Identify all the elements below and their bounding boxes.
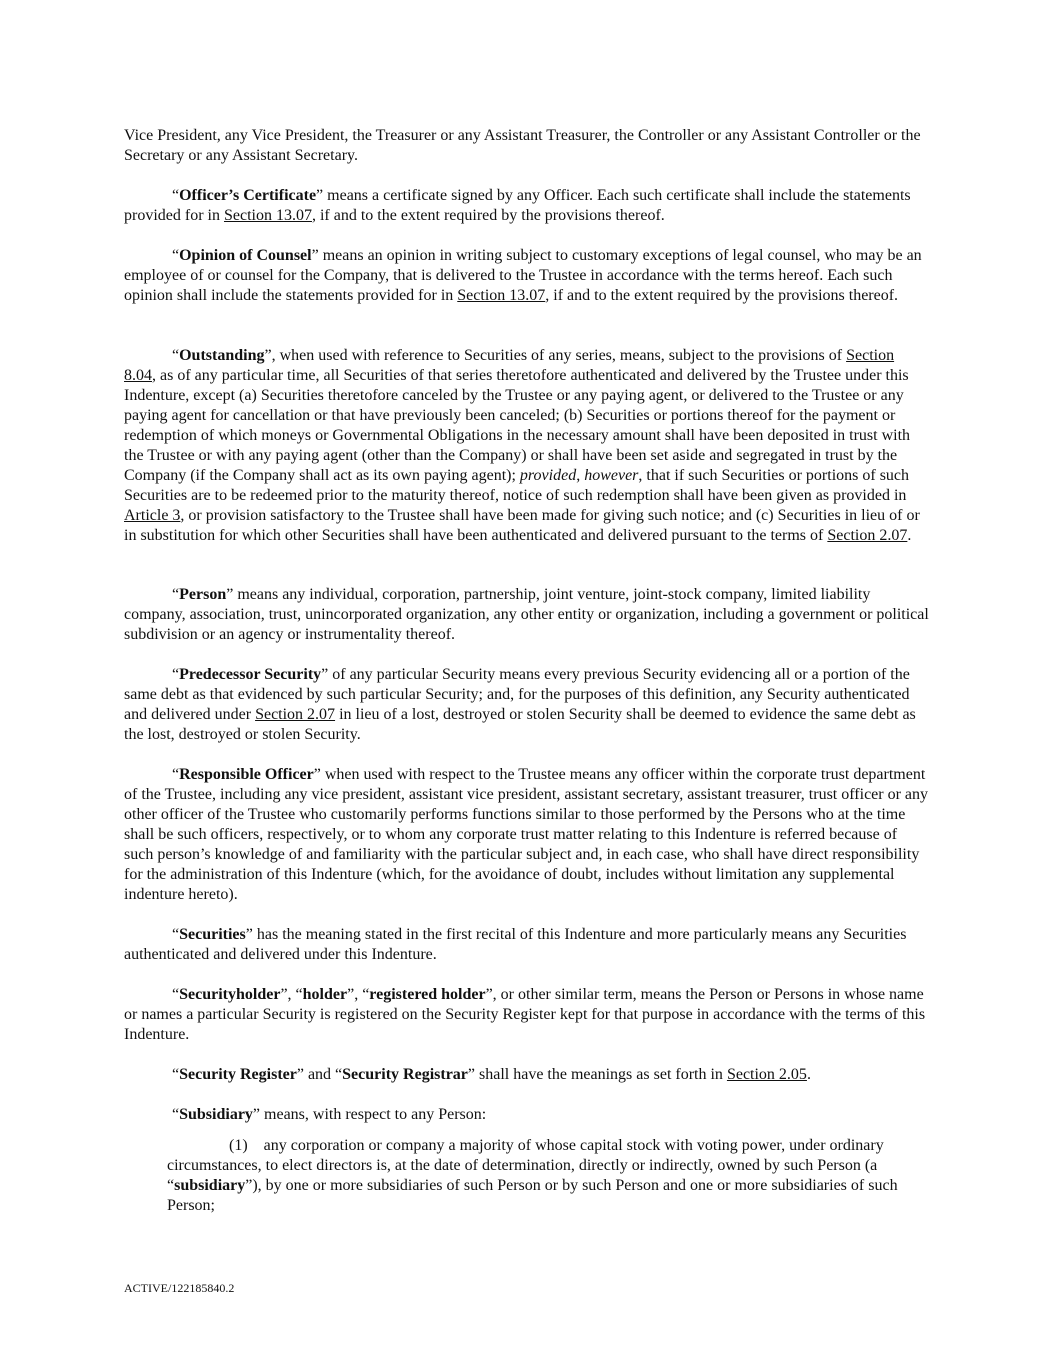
section-reference: Section 2.07 — [255, 706, 336, 723]
article-reference: Article 3 — [124, 507, 181, 524]
definition-security-register: “Security Register” and “Security Registrar” shall have the meanings as set forth in Section 2.05. — [172, 1066, 811, 1083]
definition-responsible-officer: “Responsible Officer” when used with respect to the Trustee means any officer within the corporate trust department of the Trustee, including any vice president, assistant vice president, assistant secretary, assistant treasurer, trust officer or any other officer of the Trustee who customarily performs functions similar to those performed by the Persons who at the time shall be such officers, respectively, or to whom any corporate trust matter relating to this Indenture is referred because of such person’s knowledge of and familiarity with the particular subject and, in each case, who shall have direct responsibility for the administration of this Indenture (which, for the avoidance of doubt, includes without limitation any supplemental indenture hereto). — [124, 766, 929, 903]
section-reference: Section 2.07 — [827, 527, 908, 544]
defined-term: Securityholder — [179, 986, 281, 1003]
defined-term: holder — [302, 986, 348, 1003]
definition-subsidiary: “Subsidiary” means, with respect to any Person: — [172, 1106, 487, 1123]
document-id-footer: ACTIVE/122185840.2 — [124, 1281, 235, 1295]
definition-outstanding: “Outstanding”, when used with reference to Securities of any series, means, subject to the provisions of Section 8.04, as of any particular time, all Securities of that series theretofore authenticated and delivered by the Trustee under this Indenture, except (a) Securities theretofore canceled by the Trustee or any paying agent, or delivered to the Trustee or any paying agent for cancellation or that have previously been canceled; (b) Securities or portions thereof for the payment or redemption of which moneys or Governmental Obligations in the necessary amount shall have been deposited in trust with the Trustee or with any paying agent (other than the Company) or shall have been set aside and segregated in trust by the Company (if the Company shall act as its own paying agent); provided, however, that if such Securities or portions of such Securities are to be redeemed prior to the maturity thereof, notice of such redemption shall have been given as provided in Article 3, or provision satisfactory to the Trustee shall have been made for giving such notice; and (c) Securities in lieu of or in substitution for which other Securities shall have been authenticated and delivered pursuant to the terms of Section 2.07. — [124, 347, 920, 544]
paragraph-officer-titles-continued: Vice President, any Vice President, the Treasurer or any Assistant Treasurer, the Controller or any Assistant Controller or the Secretary or any Assistant Secretary. — [124, 127, 921, 164]
definition-opinion-of-counsel: “Opinion of Counsel” means an opinion in writing subject to customary exceptions of legal counsel, who may be an employee of or counsel for the Company, that is delivered to the Trustee in accordance with the terms hereof. Each such opinion shall include the statements provided for in Section 13.07, if and to the extent required by the provisions thereof. — [124, 247, 922, 304]
section-reference: Section 13.07 — [457, 287, 546, 304]
section-reference: Section 8.04 — [124, 347, 895, 384]
clause-number: (1) — [229, 1137, 248, 1154]
defined-term: Officer’s Certificate — [179, 187, 317, 204]
defined-term: registered holder — [369, 986, 486, 1003]
definition-officers-certificate: “Officer’s Certificate” means a certificate signed by any Officer. Each such certificate shall include the statements provided for in Section 13.07, if and to the extent required by the provisions thereof. — [124, 187, 911, 224]
definition-securities: “Securities” has the meaning stated in the first recital of this Indenture and more particularly means any Securities authenticated and delivered under this Indenture. — [124, 926, 907, 963]
defined-term: Responsible Officer — [179, 766, 314, 783]
defined-term: Outstanding — [179, 347, 265, 364]
section-reference: Section 13.07 — [223, 207, 312, 224]
defined-term: Predecessor Security — [179, 666, 322, 683]
definition-predecessor-security: “Predecessor Security” of any particular Security means every previous Security evidencing all or a portion of the same debt as that evidenced by such particular Security; and, for the purposes of this definition, any Security authenticated and delivered under Section 2.07 in lieu of a lost, destroyed or stolen Security shall be deemed to evidence the same debt as the lost, destroyed or stolen Security. — [124, 666, 916, 743]
defined-term: Person — [179, 586, 227, 603]
defined-term: Securities — [179, 926, 246, 943]
definition-person: “Person” means any individual, corporation, partnership, joint venture, joint-stock company, limited liability company, association, trust, unincorporated organization, any other entity or organization, including a government or political subdivision or an agency or instrumentality thereof. — [124, 586, 929, 643]
defined-term: Security Registrar — [342, 1066, 468, 1083]
defined-term: Opinion of Counsel — [179, 247, 312, 264]
subsidiary-clause-1: (1) any corporation or company a majority of whose capital stock with voting power, under ordinary circumstances, to elect directors is, at the date of determination, directly or indirectly, owned by such Person (a “subsidiary”), by one or more subsidiaries of such Person or by such Person and one or more subsidiaries of such Person; — [167, 1137, 898, 1214]
section-reference: Section 2.05 — [726, 1066, 807, 1083]
defined-term: Subsidiary — [179, 1106, 253, 1123]
defined-term: Security Register — [179, 1066, 297, 1083]
definition-securityholder: “Securityholder”, “holder”, “registered holder”, or other similar term, means the Person or Persons in whose name or names a particular Security is registered on the Security Register kept for that purpose in accordance with the terms of this Indenture. — [124, 986, 926, 1043]
defined-term: subsidiary — [174, 1177, 246, 1194]
